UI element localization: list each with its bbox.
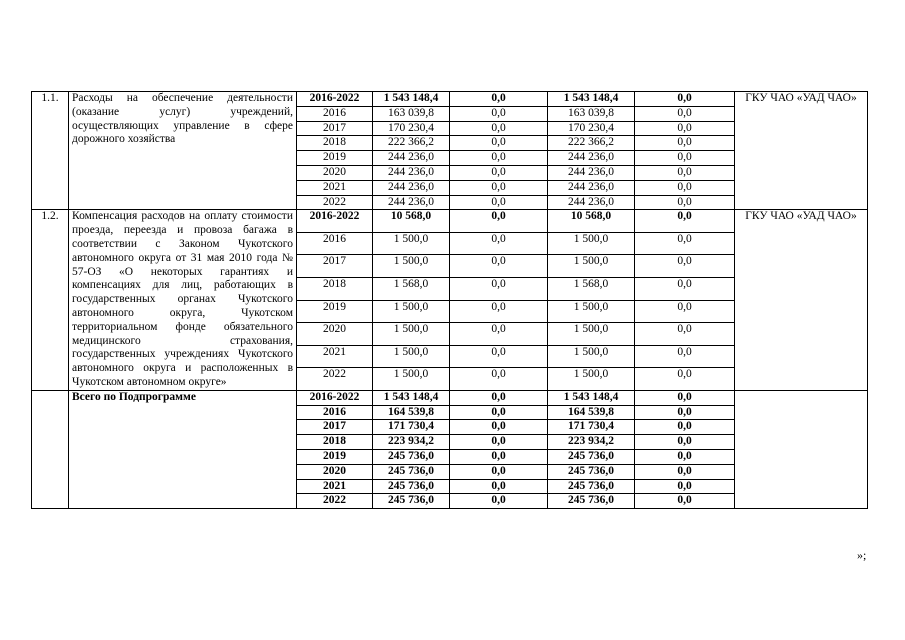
federal-amount-cell: 0,0 (450, 435, 548, 450)
other-amount-cell: 0,0 (635, 390, 735, 405)
regional-amount-cell: 1 500,0 (548, 368, 635, 391)
regional-amount-cell: 244 236,0 (548, 180, 635, 195)
regional-amount-cell: 244 236,0 (548, 165, 635, 180)
regional-amount-cell: 10 568,0 (548, 210, 635, 233)
section-number: 1.1. (32, 92, 69, 210)
section-title: Расходы на обеспечение деятельности (оказание услуг) учреждений, осуществляющих управление в сфере дорожного хозяйства (69, 92, 297, 210)
total-amount-cell: 171 730,4 (373, 420, 450, 435)
other-amount-cell: 0,0 (635, 368, 735, 391)
year-cell: 2019 (297, 300, 373, 323)
other-amount-cell: 0,0 (635, 479, 735, 494)
table-row (32, 390, 868, 405)
regional-amount-cell: 245 736,0 (548, 464, 635, 479)
total-amount-cell: 245 736,0 (373, 464, 450, 479)
total-amount-cell: 1 568,0 (373, 277, 450, 300)
other-amount-cell: 0,0 (635, 323, 735, 346)
year-cell: 2020 (297, 323, 373, 346)
federal-amount-cell: 0,0 (450, 195, 548, 210)
federal-amount-cell: 0,0 (450, 368, 548, 391)
total-amount-cell: 245 736,0 (373, 449, 450, 464)
total-amount-cell: 245 736,0 (373, 479, 450, 494)
responsible-executor (735, 390, 868, 508)
federal-amount-cell: 0,0 (450, 464, 548, 479)
other-amount-cell: 0,0 (635, 300, 735, 323)
federal-amount-cell: 0,0 (450, 323, 548, 346)
year-cell: 2018 (297, 136, 373, 151)
other-amount-cell: 0,0 (635, 435, 735, 450)
regional-amount-cell: 1 543 148,4 (548, 92, 635, 107)
federal-amount-cell: 0,0 (450, 180, 548, 195)
section-title: Компенсация расходов на оплату стоимости проезда, переезда и провоза багажа в соответствии с Законом Чукотского автономного округа от 31 мая 2010 года № 57-ОЗ «О некоторых гарантиях и компенсациях для лиц, работающих в государственных органах Чукотского автономного округа, Чукотском территориальном фонде обязательного медицинского страхования, государственных учреждениях Чукотского автономного округа и расположенных в Чукотском автономном округе» (69, 210, 297, 390)
year-cell: 2019 (297, 449, 373, 464)
year-cell: 2016-2022 (297, 390, 373, 405)
year-cell: 2020 (297, 165, 373, 180)
regional-amount-cell: 1 500,0 (548, 300, 635, 323)
section-number: 1.2. (32, 210, 69, 390)
year-cell: 2016 (297, 232, 373, 255)
regional-amount-cell: 223 934,2 (548, 435, 635, 450)
regional-amount-cell: 1 543 148,4 (548, 390, 635, 405)
federal-amount-cell: 0,0 (450, 165, 548, 180)
other-amount-cell: 0,0 (635, 180, 735, 195)
regional-amount-cell: 1 500,0 (548, 345, 635, 368)
total-amount-cell: 1 500,0 (373, 300, 450, 323)
year-cell: 2021 (297, 180, 373, 195)
federal-amount-cell: 0,0 (450, 420, 548, 435)
year-cell: 2016-2022 (297, 210, 373, 233)
federal-amount-cell: 0,0 (450, 479, 548, 494)
federal-amount-cell: 0,0 (450, 405, 548, 420)
other-amount-cell: 0,0 (635, 232, 735, 255)
federal-amount-cell: 0,0 (450, 277, 548, 300)
federal-amount-cell: 0,0 (450, 136, 548, 151)
year-cell: 2022 (297, 494, 373, 509)
total-amount-cell: 1 543 148,4 (373, 92, 450, 107)
year-cell: 2019 (297, 151, 373, 166)
regional-amount-cell: 244 236,0 (548, 195, 635, 210)
year-cell: 2020 (297, 464, 373, 479)
total-amount-cell: 1 500,0 (373, 232, 450, 255)
table-row (32, 92, 868, 107)
federal-amount-cell: 0,0 (450, 449, 548, 464)
closing-quote: »; (857, 548, 867, 562)
year-cell: 2017 (297, 420, 373, 435)
other-amount-cell: 0,0 (635, 151, 735, 166)
year-cell: 2022 (297, 368, 373, 391)
federal-amount-cell: 0,0 (450, 151, 548, 166)
regional-amount-cell: 1 568,0 (548, 277, 635, 300)
year-cell: 2017 (297, 255, 373, 278)
regional-amount-cell: 245 736,0 (548, 494, 635, 509)
total-amount-cell: 164 539,8 (373, 405, 450, 420)
total-amount-cell: 10 568,0 (373, 210, 450, 233)
table-row (32, 210, 868, 233)
total-amount-cell: 163 039,8 (373, 106, 450, 121)
regional-amount-cell: 1 500,0 (548, 255, 635, 278)
regional-amount-cell: 171 730,4 (548, 420, 635, 435)
regional-amount-cell: 170 230,4 (548, 121, 635, 136)
section-title: Всего по Подпрограмме (69, 390, 297, 508)
federal-amount-cell: 0,0 (450, 390, 548, 405)
regional-amount-cell: 222 366,2 (548, 136, 635, 151)
total-amount-cell: 1 500,0 (373, 368, 450, 391)
federal-amount-cell: 0,0 (450, 210, 548, 233)
other-amount-cell: 0,0 (635, 136, 735, 151)
regional-amount-cell: 164 539,8 (548, 405, 635, 420)
responsible-executor: ГКУ ЧАО «УАД ЧАО» (735, 92, 868, 210)
other-amount-cell: 0,0 (635, 277, 735, 300)
total-amount-cell: 223 934,2 (373, 435, 450, 450)
other-amount-cell: 0,0 (635, 165, 735, 180)
other-amount-cell: 0,0 (635, 210, 735, 233)
other-amount-cell: 0,0 (635, 494, 735, 509)
federal-amount-cell: 0,0 (450, 345, 548, 368)
total-amount-cell: 1 543 148,4 (373, 390, 450, 405)
total-amount-cell: 244 236,0 (373, 151, 450, 166)
total-amount-cell: 1 500,0 (373, 255, 450, 278)
responsible-executor: ГКУ ЧАО «УАД ЧАО» (735, 210, 868, 390)
regional-amount-cell: 1 500,0 (548, 323, 635, 346)
other-amount-cell: 0,0 (635, 464, 735, 479)
total-amount-cell: 1 500,0 (373, 345, 450, 368)
other-amount-cell: 0,0 (635, 195, 735, 210)
regional-amount-cell: 1 500,0 (548, 232, 635, 255)
federal-amount-cell: 0,0 (450, 121, 548, 136)
other-amount-cell: 0,0 (635, 449, 735, 464)
federal-amount-cell: 0,0 (450, 300, 548, 323)
regional-amount-cell: 163 039,8 (548, 106, 635, 121)
budget-table (31, 91, 868, 509)
year-cell: 2016 (297, 405, 373, 420)
section-number (32, 390, 69, 508)
other-amount-cell: 0,0 (635, 345, 735, 368)
other-amount-cell: 0,0 (635, 255, 735, 278)
year-cell: 2018 (297, 277, 373, 300)
year-cell: 2018 (297, 435, 373, 450)
total-amount-cell: 1 500,0 (373, 323, 450, 346)
regional-amount-cell: 245 736,0 (548, 479, 635, 494)
federal-amount-cell: 0,0 (450, 494, 548, 509)
other-amount-cell: 0,0 (635, 420, 735, 435)
total-amount-cell: 222 366,2 (373, 136, 450, 151)
total-amount-cell: 244 236,0 (373, 165, 450, 180)
federal-amount-cell: 0,0 (450, 106, 548, 121)
other-amount-cell: 0,0 (635, 106, 735, 121)
regional-amount-cell: 245 736,0 (548, 449, 635, 464)
year-cell: 2021 (297, 345, 373, 368)
year-cell: 2022 (297, 195, 373, 210)
year-cell: 2016-2022 (297, 92, 373, 107)
federal-amount-cell: 0,0 (450, 92, 548, 107)
other-amount-cell: 0,0 (635, 121, 735, 136)
total-amount-cell: 170 230,4 (373, 121, 450, 136)
regional-amount-cell: 244 236,0 (548, 151, 635, 166)
year-cell: 2021 (297, 479, 373, 494)
federal-amount-cell: 0,0 (450, 232, 548, 255)
total-amount-cell: 244 236,0 (373, 195, 450, 210)
other-amount-cell: 0,0 (635, 92, 735, 107)
total-amount-cell: 244 236,0 (373, 180, 450, 195)
other-amount-cell: 0,0 (635, 405, 735, 420)
total-amount-cell: 245 736,0 (373, 494, 450, 509)
year-cell: 2016 (297, 106, 373, 121)
federal-amount-cell: 0,0 (450, 255, 548, 278)
year-cell: 2017 (297, 121, 373, 136)
